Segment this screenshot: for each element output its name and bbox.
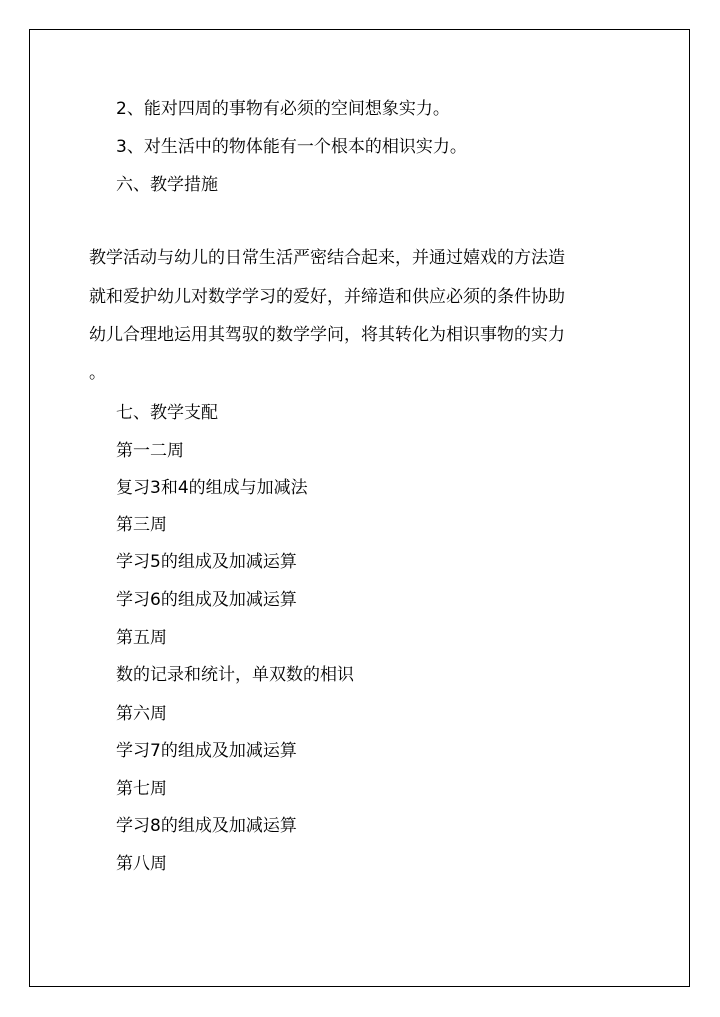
schedule-item: 学习8的组成及加减运算 xyxy=(116,816,297,836)
section-6-paragraph-line-3: 幼儿合理地运用其驾驭的数学学问，将其转化为相识事物的实力 xyxy=(89,325,565,345)
schedule-item: 第七周 xyxy=(116,779,167,799)
section-6-heading: 六、教学措施 xyxy=(116,175,218,195)
schedule-item: 数的记录和统计，单双数的相识 xyxy=(116,665,354,685)
schedule-item: 第三周 xyxy=(116,515,167,535)
section-7-heading: 七、教学支配 xyxy=(116,403,218,423)
schedule-item: 第五周 xyxy=(116,628,167,648)
page-border xyxy=(29,29,690,987)
section-6-paragraph-line-4: 。 xyxy=(89,363,106,383)
objective-3: 3、对生活中的物体能有一个根本的相识实力。 xyxy=(116,137,467,157)
objective-2: 2、能对四周的事物有必须的空间想象实力。 xyxy=(116,99,450,119)
schedule-item: 第一二周 xyxy=(116,441,184,461)
schedule-item: 第六周 xyxy=(116,704,167,724)
schedule-item: 复习3和4的组成与加减法 xyxy=(116,478,308,498)
schedule-item: 学习6的组成及加减运算 xyxy=(116,590,297,610)
section-6-paragraph-line-1: 教学活动与幼儿的日常生活严密结合起来，并通过嬉戏的方法造 xyxy=(89,248,565,268)
schedule-item: 学习7的组成及加减运算 xyxy=(116,741,297,761)
schedule-item: 学习5的组成及加减运算 xyxy=(116,552,297,572)
section-6-paragraph-line-2: 就和爱护幼儿对数学学习的爱好，并缔造和供应必须的条件协助 xyxy=(89,287,565,307)
schedule-item: 第八周 xyxy=(116,854,167,874)
